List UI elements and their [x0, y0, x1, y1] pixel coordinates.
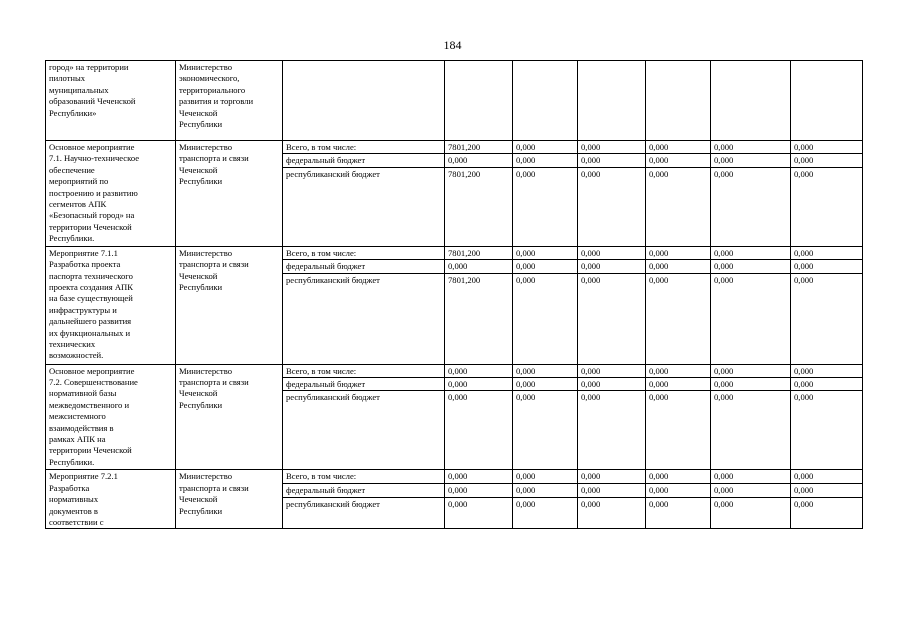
value-cell: 0,000 [445, 260, 513, 273]
value-cell: 0,000 [445, 497, 513, 529]
value-cell: 0,000 [646, 497, 711, 529]
responsible-executor-line: Чеченской [179, 107, 218, 118]
value-cell: 0,000 [445, 154, 513, 167]
value-cell: 0,000 [513, 141, 578, 154]
value-cell: 0,000 [513, 154, 578, 167]
value-cell: 0,000 [711, 484, 791, 498]
value-cell: 0,000 [646, 260, 711, 273]
value-cell: 0,000 [445, 391, 513, 470]
value-cell: 0,000 [445, 378, 513, 391]
activity-name-line: паспорта технического [49, 270, 133, 281]
activity-name-cell [46, 470, 176, 529]
responsible-executor-cell [176, 470, 283, 529]
activity-name-line: 7.2. Совершенствование [49, 377, 138, 388]
funding-source-cell: федеральный бюджет [283, 260, 445, 273]
value-cell: 0,000 [513, 246, 578, 259]
value-cell: 0,000 [445, 364, 513, 377]
budget-table [45, 60, 863, 529]
activity-name-line: сегментов АПК [49, 199, 107, 210]
value-cell: 0,000 [711, 378, 791, 391]
value-cell: 0,000 [578, 260, 646, 273]
activity-name-line: нормативной базы [49, 388, 117, 399]
value-cell: 0,000 [578, 378, 646, 391]
responsible-executor-line: транспорта и связи [179, 377, 249, 388]
value-cell: 0,000 [646, 391, 711, 470]
activity-name-line: технических [49, 339, 96, 350]
value-cell: 0,000 [578, 484, 646, 498]
value-cell: 0,000 [711, 260, 791, 273]
value-cell: 0,000 [445, 470, 513, 484]
activity-name-line: нормативных [49, 494, 99, 505]
value-cell: 0,000 [646, 273, 711, 364]
value-cell: 0,000 [791, 273, 863, 364]
value-cell: 0,000 [578, 497, 646, 529]
value-cell: 0,000 [711, 167, 791, 246]
activity-name-line: территории Чеченской [49, 221, 132, 232]
value-cell: 0,000 [646, 378, 711, 391]
activity-name-line: возможностей. [49, 350, 104, 361]
value-cell: 0,000 [791, 497, 863, 529]
value-cell: 0,000 [646, 167, 711, 246]
activity-name-line: документов в [49, 505, 98, 516]
value-cell: 0,000 [445, 484, 513, 498]
page-number: 184 [443, 38, 462, 52]
activity-name-line: на базе существующей [49, 293, 133, 304]
activity-name-cell [46, 141, 176, 247]
value-cell: 7801,200 [445, 167, 513, 246]
responsible-executor-line: экономического, [179, 73, 240, 84]
activity-name-line: межведомственного и [49, 399, 130, 410]
value-cell: 0,000 [791, 470, 863, 484]
value-cell: 0,000 [791, 391, 863, 470]
value-cell [513, 61, 578, 141]
responsible-executor-line: территориального [179, 84, 246, 95]
value-cell: 0,000 [711, 470, 791, 484]
value-cell: 0,000 [578, 154, 646, 167]
value-cell: 0,000 [791, 378, 863, 391]
value-cell: 7801,200 [445, 246, 513, 259]
responsible-executor-line: Республики [179, 176, 223, 187]
funding-source-cell: Всего, в том числе: [283, 364, 445, 377]
value-cell: 7801,200 [445, 273, 513, 364]
activity-name-line: проекта создания АПК [49, 282, 133, 293]
responsible-executor-line: Республики [179, 282, 223, 293]
value-cell: 0,000 [513, 167, 578, 246]
value-cell: 0,000 [646, 484, 711, 498]
table-row [46, 364, 863, 377]
activity-name-line: соответствии с [49, 517, 104, 528]
value-cell: 7801,200 [445, 141, 513, 154]
activity-name-line: дальнейшего развития [49, 316, 132, 327]
responsible-executor-cell [176, 61, 283, 141]
activity-name-line: муниципальных [49, 84, 109, 95]
value-cell: 0,000 [791, 141, 863, 154]
value-cell: 0,000 [513, 391, 578, 470]
activity-name-line: территории Чеченской [49, 445, 132, 456]
value-cell: 0,000 [711, 497, 791, 529]
value-cell: 0,000 [578, 273, 646, 364]
activity-name-line: Республики» [49, 107, 97, 118]
responsible-executor-line: развития и торговли [179, 96, 254, 107]
responsible-executor-line: Чеченской [179, 388, 218, 399]
funding-source-cell: республиканский бюджет [283, 391, 445, 470]
activity-name-line: Республики. [49, 456, 95, 467]
value-cell: 0,000 [646, 364, 711, 377]
responsible-executor-line: Министерство [179, 471, 232, 482]
activity-name-cell [46, 61, 176, 141]
activity-name-line: Разработка [49, 482, 90, 493]
value-cell: 0,000 [711, 273, 791, 364]
responsible-executor-line: Чеченской [179, 270, 218, 281]
activity-name-cell [46, 364, 176, 470]
responsible-executor-line: Республики [179, 119, 223, 130]
funding-source-cell [283, 61, 445, 141]
value-cell: 0,000 [791, 260, 863, 273]
value-cell: 0,000 [578, 391, 646, 470]
value-cell: 0,000 [711, 391, 791, 470]
responsible-executor-cell [176, 141, 283, 247]
value-cell: 0,000 [646, 141, 711, 154]
activity-name-line: пилотных [49, 73, 86, 84]
value-cell: 0,000 [711, 364, 791, 377]
value-cell: 0,000 [578, 167, 646, 246]
value-cell: 0,000 [646, 470, 711, 484]
value-cell: 0,000 [513, 470, 578, 484]
activity-name-line: мероприятий по [49, 176, 109, 187]
table-row [46, 141, 863, 154]
responsible-executor-line: транспорта и связи [179, 153, 249, 164]
funding-source-cell: федеральный бюджет [283, 154, 445, 167]
activity-name-line: Мероприятие 7.2.1 [49, 471, 118, 482]
activity-name-line: город» на территории [49, 62, 129, 72]
funding-source-cell: республиканский бюджет [283, 167, 445, 246]
activity-name-line: 7.1. Научно-техническое [49, 153, 140, 164]
table-row [46, 470, 863, 484]
value-cell: 0,000 [791, 484, 863, 498]
value-cell: 0,000 [646, 154, 711, 167]
activity-name-line: взаимодействия в [49, 422, 114, 433]
value-cell: 0,000 [513, 364, 578, 377]
value-cell: 0,000 [791, 364, 863, 377]
responsible-executor-line: Министерство [179, 365, 232, 376]
table-row [46, 246, 863, 259]
activity-name-line: «Безопасный город» на [49, 210, 135, 221]
value-cell: 0,000 [578, 364, 646, 377]
value-cell [578, 61, 646, 141]
value-cell: 0,000 [711, 154, 791, 167]
activity-name-line: межсистемного [49, 411, 106, 422]
value-cell: 0,000 [711, 246, 791, 259]
responsible-executor-cell [176, 246, 283, 364]
responsible-executor-line: Чеченской [179, 164, 218, 175]
value-cell: 0,000 [791, 154, 863, 167]
activity-name-line: Республики. [49, 233, 95, 244]
value-cell: 0,000 [711, 141, 791, 154]
funding-source-cell: Всего, в том числе: [283, 141, 445, 154]
activity-name-line: инфраструктуры и [49, 304, 117, 315]
value-cell: 0,000 [578, 470, 646, 484]
table-row [46, 61, 863, 141]
activity-name-line: обеспечение [49, 164, 95, 175]
value-cell [445, 61, 513, 141]
responsible-executor-line: транспорта и связи [179, 259, 249, 270]
activity-name-line: Основное мероприятие [49, 365, 135, 376]
funding-source-cell: Всего, в том числе: [283, 246, 445, 259]
value-cell [646, 61, 711, 141]
value-cell: 0,000 [646, 246, 711, 259]
activity-name-line: построению и развитию [49, 187, 138, 198]
activity-name-line: образований Чеченской [49, 96, 136, 107]
funding-source-cell: федеральный бюджет [283, 484, 445, 498]
responsible-executor-line: Министерство [179, 62, 232, 72]
value-cell: 0,000 [513, 260, 578, 273]
funding-source-cell: федеральный бюджет [283, 378, 445, 391]
activity-name-line: рамках АПК на [49, 434, 106, 445]
responsible-executor-line: Республики [179, 399, 223, 410]
activity-name-line: Разработка проекта [49, 259, 121, 270]
activity-name-line: Мероприятие 7.1.1 [49, 247, 118, 258]
responsible-executor-line: Министерство [179, 142, 232, 152]
activity-name-cell [46, 246, 176, 364]
value-cell: 0,000 [578, 246, 646, 259]
value-cell: 0,000 [791, 167, 863, 246]
funding-source-cell: республиканский бюджет [283, 497, 445, 529]
value-cell: 0,000 [578, 141, 646, 154]
value-cell: 0,000 [513, 497, 578, 529]
responsible-executor-cell [176, 364, 283, 470]
value-cell: 0,000 [513, 484, 578, 498]
value-cell: 0,000 [513, 378, 578, 391]
value-cell: 0,000 [791, 246, 863, 259]
funding-source-cell: республиканский бюджет [283, 273, 445, 364]
funding-source-cell: Всего, в том числе: [283, 470, 445, 484]
responsible-executor-line: Республики [179, 505, 223, 516]
responsible-executor-line: транспорта и связи [179, 482, 249, 493]
value-cell: 0,000 [513, 273, 578, 364]
responsible-executor-line: Министерство [179, 247, 232, 258]
activity-name-line: их функциональных и [49, 327, 131, 338]
responsible-executor-line: Чеченской [179, 494, 218, 505]
value-cell [711, 61, 791, 141]
activity-name-line: Основное мероприятие [49, 142, 135, 152]
value-cell [791, 61, 863, 141]
